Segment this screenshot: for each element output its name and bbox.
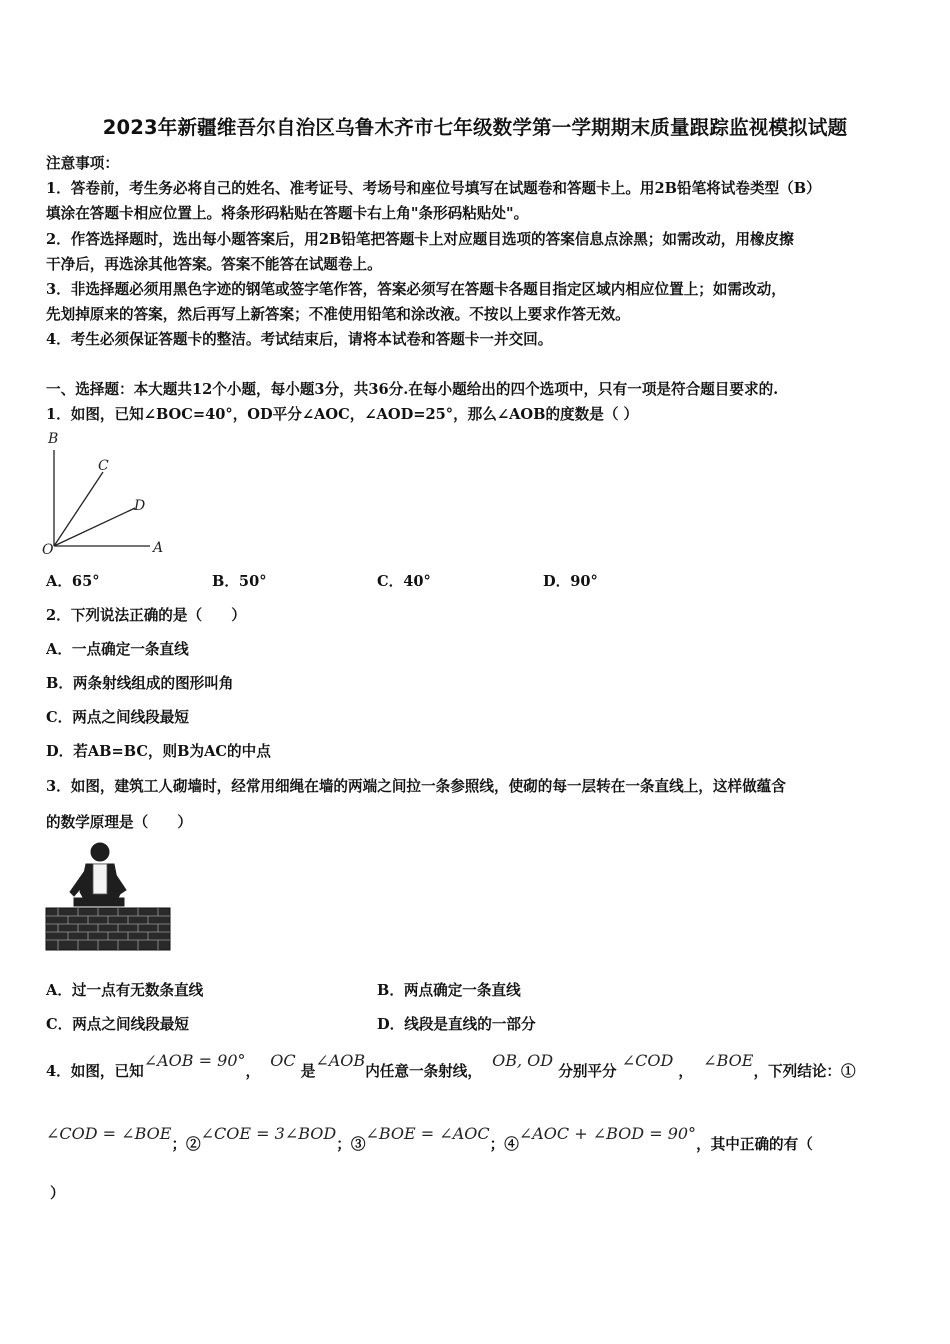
q4-conclusion-2: ∠COE = 3∠BOD: [200, 1124, 337, 1143]
q4-sep-1: ；②: [171, 1136, 201, 1153]
q1-option-b[interactable]: B．50°: [212, 573, 267, 590]
label-a: A: [153, 540, 164, 556]
section-heading: 一、选择题：本大题共12个小题，每小题3分，共36分.在每小题给出的四个选项中，只有一项是符合题目要求的.: [46, 381, 779, 398]
q3-stem-line-1: 3．如图，建筑工人砌墙时，经常用细绳在墙的两端之间拉一条参照线，使砌的每一层转在一条直线上，这样做蕴含: [46, 778, 786, 795]
notice-line-1: 1．答卷前，考生务必将自己的姓名、准考证号、考场号和座位号填写在试题卷和答题卡上。用2B铅笔将试卷类型（B）: [46, 180, 821, 197]
label-d: D: [134, 498, 146, 514]
q4-text-4: 内任意一条射线，: [365, 1063, 482, 1080]
q3-option-d[interactable]: D．线段是直线的一部分: [377, 1016, 536, 1033]
q2-option-b[interactable]: B．两条射线组成的图形叫角: [46, 675, 234, 692]
q4-sep-3: ；④: [489, 1136, 519, 1153]
q1-option-a[interactable]: A．65°: [46, 573, 100, 590]
label-o: O: [42, 542, 54, 558]
q4-math-oc: OC: [270, 1051, 296, 1070]
q4-text-5: 分别平分: [558, 1063, 617, 1080]
q4-text-3: 是: [300, 1063, 316, 1080]
label-b: B: [48, 431, 59, 447]
q4-conclusion-3: ∠BOE = ∠AOC: [365, 1124, 490, 1143]
q4-text-6: ，: [678, 1063, 693, 1080]
notice-line-6: 先划掉原来的答案，然后再写上新答案；不准使用铅笔和涂改液。不按以上要求作答无效。: [46, 306, 630, 323]
notice-line-3: 2．作答选择题时，选出每小题答案后，用2B铅笔把答题卡上对应题目选项的答案信息点涂黑；如需改动，用橡皮擦: [46, 231, 794, 248]
q4-text-7: ，下列结论：①: [753, 1063, 856, 1080]
q4-math-boe: ∠BOE: [703, 1051, 754, 1070]
notice-line-4: 干净后，再选涂其他答案。答案不能答在试题卷上。: [46, 256, 382, 273]
notice-line-2: 填涂在答题卡相应位置上。将条形码粘贴在答题卡右上角"条形码粘贴处"。: [46, 205, 529, 222]
q4-close-paren: ）: [50, 1185, 65, 1202]
q4-math-aob: ∠AOB: [315, 1051, 366, 1070]
page-title: 2023年新疆维吾尔自治区乌鲁木齐市七年级数学第一学期期末质量跟踪监视模拟试题: [102, 116, 848, 139]
q3-option-b[interactable]: B．两点确定一条直线: [377, 982, 521, 999]
q1-option-c[interactable]: C．40°: [377, 573, 431, 590]
q4-math-aob-90: ∠AOB = 90°: [143, 1051, 246, 1070]
label-c: C: [98, 458, 109, 474]
q3-stem-line-2: 的数学原理是（ ）: [46, 814, 192, 831]
q4-stem-line-2: [46, 1124, 813, 1154]
q4-conclusion-1: ∠COD = ∠BOE: [46, 1124, 172, 1143]
q4-math-cod: ∠COD: [621, 1051, 674, 1070]
notice-line-5: 3．非选择题必须用黑色字迹的钢笔或签字笔作答，答案必须写在答题卡各题目指定区域内相应位置上；如需改动，: [46, 281, 786, 298]
q4-text-1: 4．如图，已知: [46, 1063, 144, 1080]
q3-option-a[interactable]: A．过一点有无数条直线: [46, 982, 204, 999]
q1-angle-figure: [40, 428, 180, 558]
q4-conclusion-4: ∠AOC + ∠BOD = 90°: [518, 1124, 697, 1143]
q1-stem: 1．如图，已知∠BOC=40°，OD平分∠AOC，∠AOD=25°，那么∠AOB的度数是（ ）: [46, 406, 639, 423]
notice-heading: 注意事项：: [46, 155, 119, 172]
q1-option-d[interactable]: D．90°: [543, 573, 598, 590]
q2-stem: 2．下列说法正确的是（ ）: [46, 607, 246, 624]
q4-text-2: ，: [245, 1063, 261, 1080]
q3-option-c[interactable]: C．两点之间线段最短: [46, 1016, 189, 1033]
bricklayer-illustration: [44, 842, 174, 954]
q2-option-d[interactable]: D．若AB=BC，则B为AC的中点: [46, 743, 271, 760]
q2-option-c[interactable]: C．两点之间线段最短: [46, 709, 189, 726]
q2-option-a[interactable]: A．一点确定一条直线: [46, 641, 189, 658]
q4-math-ob-od: OB, OD: [492, 1051, 554, 1070]
notice-line-7: 4．考生必须保证答题卡的整洁。考试结束后，请将本试卷和答题卡一并交回。: [46, 331, 553, 348]
q4-sep-2: ；③: [336, 1136, 366, 1153]
q4-stem-line-1: [46, 1051, 856, 1081]
q4-tail: ，其中正确的有（: [696, 1136, 813, 1153]
